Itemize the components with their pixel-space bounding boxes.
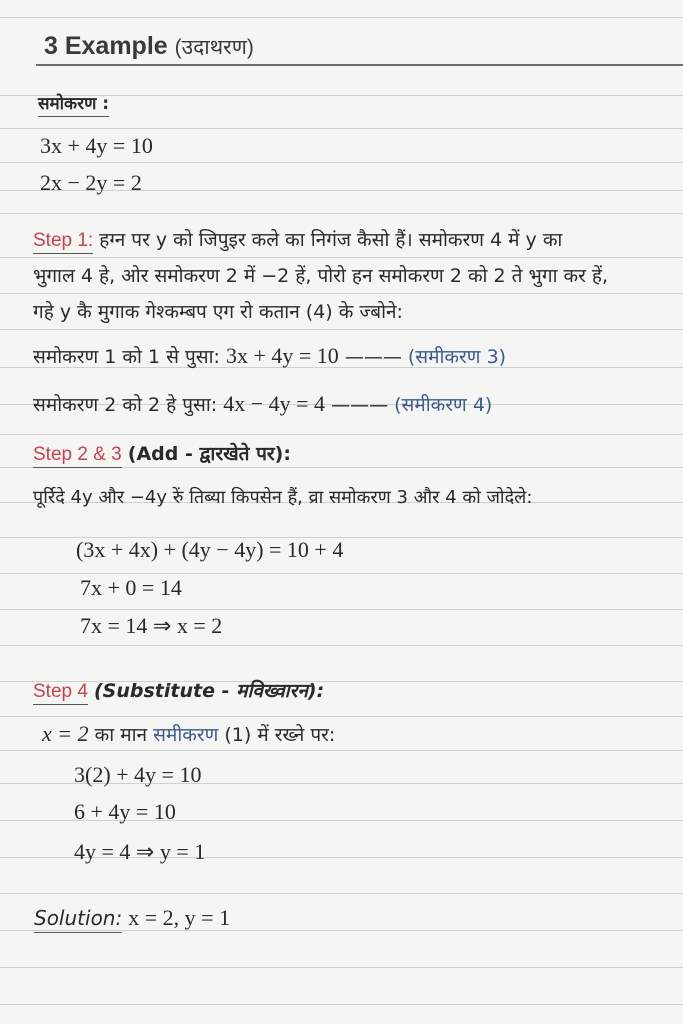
step1-label: Step 1:: [33, 230, 93, 254]
ruled-line: [0, 1004, 683, 1005]
ruled-line: [0, 162, 683, 163]
work-line: 6 + 4y = 10: [74, 799, 176, 824]
step1-line-2: भुगाल 4 हे, ओर समोकरण 2 में −2 हें, पोरो हन समोकरण 2 को 2 ते भुगा कर हें,: [33, 265, 609, 287]
ruled-line: [0, 329, 683, 330]
title-hindi: (उदाथरण): [174, 36, 254, 59]
ruled-line: [0, 893, 683, 894]
ruled-line: [0, 645, 683, 646]
work-line: (3x + 4x) + (4y − 4y) = 10 + 4: [76, 537, 344, 562]
step1-line-3: गहे y कै मुगाक गेश्कम्बप एग रो कतान (4) के ज्बोने:: [33, 301, 403, 323]
equation-tag: (समीकरण 3): [407, 346, 507, 368]
step23-desc: पूर्रिदे 4y और −4y रुें तिब्या किपसेन हैं, व्रा समोकरण 3 और 4 को जोदेले:: [33, 487, 533, 508]
equation-tag: (समीकरण 4): [394, 394, 493, 416]
equations-label: समोकरण :: [38, 92, 109, 116]
solution-value: x = 2, y = 1: [128, 905, 231, 930]
ruled-line: [0, 257, 683, 258]
step4-desc: x = 2 का मान समीकरण (1) में रख्ने पर:: [42, 721, 336, 746]
ruled-line: [0, 17, 683, 18]
page-title: 3 Example (उदाथरण): [44, 32, 254, 60]
ruled-line: [0, 293, 683, 294]
work-line: 4y = 4 ⇒ y = 1: [74, 839, 206, 864]
ruled-line: [0, 967, 683, 968]
ruled-line: [0, 434, 683, 435]
ruled-line: [0, 750, 683, 751]
work-line: 7x + 0 = 14: [80, 575, 182, 600]
work-line: 7x = 14 ⇒ x = 2: [80, 613, 223, 638]
ruled-line: [0, 128, 683, 129]
ruled-line: [0, 573, 683, 574]
work-line: 3(2) + 4y = 10: [74, 762, 202, 787]
step23-heading: Step 2 & 3 (Add - द्वारखेते पर):: [33, 442, 291, 467]
equation-2: 2x − 2y = 2: [40, 170, 142, 195]
solution-line: [34, 906, 230, 931]
solution-label: Solution:: [34, 906, 122, 933]
ruled-line: [0, 213, 683, 214]
step4-label: Step 4: [33, 681, 88, 705]
equation-4-line: समोकरण 2 को 2 हे पुसा: 4x − 4y = 4 ——— (समीकरण 4): [33, 391, 493, 416]
step4-heading: Step 4 (Substitute - मविख्वारन):: [33, 679, 324, 704]
ruled-line: [0, 716, 683, 717]
step1-line-1: Step 1: हग्न पर y को जिपुइर कले का निगंज कैसो हैं। समोकरण 4 में y का: [33, 228, 562, 253]
step23-label: Step 2 & 3: [33, 444, 122, 468]
equation-3-line: समोकरण 1 को 1 से पुसा: 3x + 4y = 10 ——— (समीकरण 3): [33, 343, 507, 368]
ruled-line: [0, 609, 683, 610]
equation-1: 3x + 4y = 10: [40, 133, 153, 158]
title-underline: [36, 64, 683, 66]
